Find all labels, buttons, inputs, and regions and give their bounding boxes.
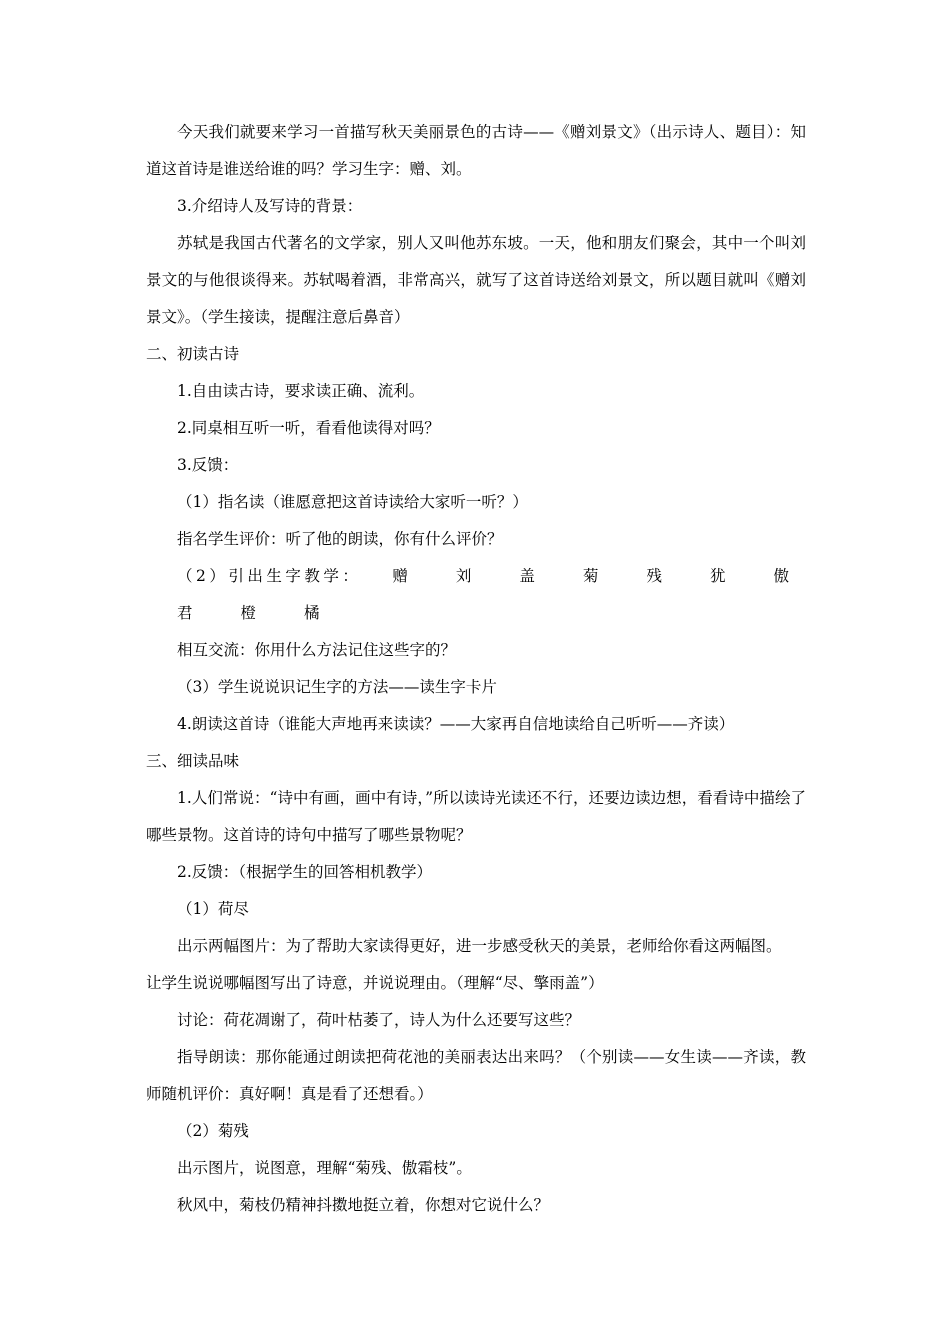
paragraph-step-3: 3.反馈：: [177, 456, 239, 474]
new-character: 菊: [582, 567, 599, 585]
paragraph-step-3-heading: 3.介绍诗人及写诗的背景：: [177, 197, 363, 215]
section-heading-3: 三、细读品味: [146, 752, 240, 770]
paragraph-poet-background: 苏轼是我国古代著名的文学家，别人又叫他苏东坡。一天，他和朋友们聚会，其中一个叫刘景文的与他很谈得来。苏轼喝着酒，非常高兴，就写了这首诗送给刘景文，所以题目就叫《赠刘景文》。（学生接读，提醒注意后鼻音）: [146, 234, 806, 326]
paragraph-evaluation: 指名学生评价：听了他的朗读，你有什么评价？: [177, 530, 503, 548]
paragraph-exchange: 相互交流：你用什么方法记住这些字的？: [177, 641, 457, 659]
paragraph-lotus-heading: （1）荷尽: [177, 900, 249, 918]
document-body: [146, 114, 806, 1224]
new-character: 犹: [709, 567, 726, 585]
paragraph-new-characters: [146, 558, 806, 632]
paragraph-sub-1: （1）指名读（谁愿意把这首诗读给大家听一听？）: [177, 493, 528, 511]
new-character: 傲: [773, 567, 789, 585]
paragraph-show-picture: 出示图片，说图意，理解“菊残、傲霜枝”。: [177, 1159, 472, 1177]
new-character: 君: [177, 604, 193, 622]
section-heading-2: 二、初读古诗: [146, 345, 240, 363]
paragraph-autumn-wind: 秋风中，菊枝仍精神抖擞地挺立着，你想对它说什么？: [177, 1196, 550, 1214]
paragraph-students-explain: 让学生说说哪幅图写出了诗意，并说说理由。（理解“尽、擎雨盖”）: [146, 974, 604, 992]
paragraph-sub-3: （3）学生说说识记生字的方法——读生字卡片: [177, 678, 497, 696]
paragraph-chrysanthemum-heading: （2）菊残: [177, 1122, 249, 1140]
paragraph-step-1: 1.自由读古诗，要求读正确、流利。: [177, 382, 425, 400]
paragraph-feedback: 2.反馈：（根据学生的回答相机教学）: [177, 863, 433, 881]
new-character: 盖: [519, 567, 535, 585]
new-character: 橙: [240, 604, 257, 622]
paragraph-show-pictures: 出示两幅图片：为了帮助大家读得更好，进一步感受秋天的美景，老师给你看这两幅图。: [177, 937, 782, 955]
paragraph-step-4: 4.朗读这首诗（谁能大声地再来读读？——大家再自信地读给自己听听——齐读）: [177, 715, 735, 733]
new-character: 赠: [392, 567, 408, 585]
paragraph-step-2: 2.同桌相互听一听，看看他读得对吗？: [177, 419, 440, 437]
paragraph-discussion: 讨论：荷花凋谢了，荷叶枯萎了，诗人为什么还要写这些？: [177, 1011, 581, 1029]
paragraph-poem-painting: 1.人们常说：“诗中有画，画中有诗，”所以读诗光读还不行，还要边读边想，看看诗中描绘了哪些景物。这首诗的诗句中描写了哪些景物呢？: [146, 789, 806, 844]
paragraph-guided-reading: 指导朗读：那你能通过朗读把荷花池的美丽表达出来吗？（个别读——女生读——齐读，教师随机评价：真好啊！真是看了还想看。）: [146, 1048, 806, 1103]
new-character: 刘: [455, 567, 472, 585]
new-characters-label: （2）引出生字教学：: [177, 567, 362, 585]
paragraph-intro: 今天我们就要来学习一首描写秋天美丽景色的古诗——《赠刘景文》（出示诗人、题目）：知道这首诗是谁送给谁的吗？学习生字：赠、刘。: [146, 123, 806, 178]
new-character: 残: [646, 567, 662, 585]
new-character: 橘: [304, 604, 320, 622]
